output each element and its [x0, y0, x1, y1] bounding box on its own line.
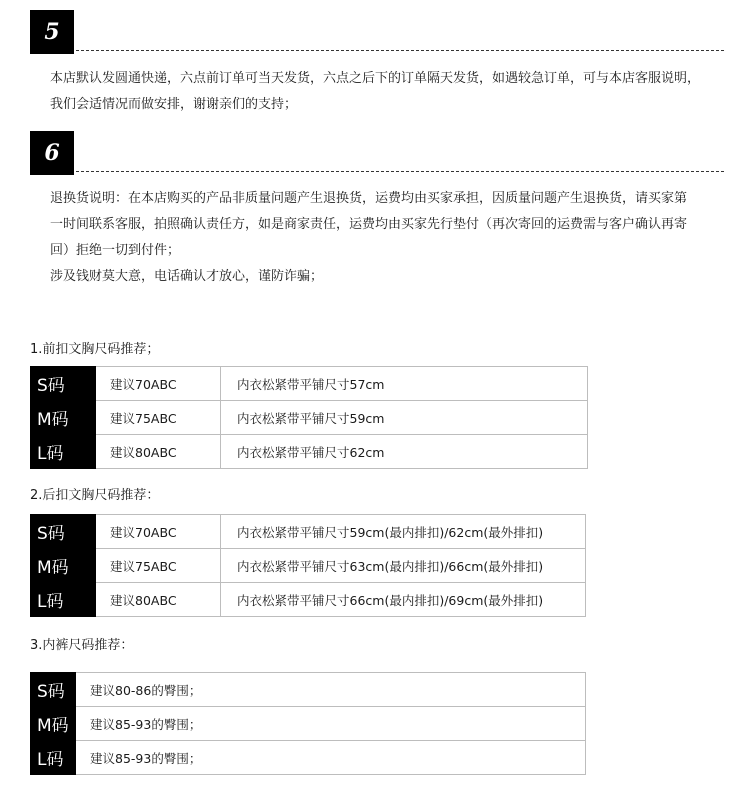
- table-row: [31, 741, 586, 775]
- underwear-size-title: 3.内裤尺码推荐：: [30, 638, 134, 653]
- section-number-badge: 5: [30, 10, 74, 54]
- table-row: [31, 549, 586, 583]
- front-bra-size-table: [30, 366, 588, 469]
- table-row: [31, 515, 586, 549]
- detail-cell: 内衣松紧带平铺尺寸57cm: [221, 367, 588, 401]
- shipping-notice: [50, 66, 730, 118]
- table-row: [31, 401, 588, 435]
- recommend-cell: 建议75ABC: [96, 401, 221, 435]
- detail-cell: 内衣松紧带平铺尺寸59cm: [221, 401, 588, 435]
- size-cell: L码: [31, 435, 96, 469]
- recommend-cell: 建议70ABC: [96, 515, 221, 549]
- back-bra-size-table: [30, 514, 586, 617]
- section-number-badge: 6: [30, 131, 74, 175]
- section-6-header: [30, 131, 724, 175]
- recommend-cell: 建议80ABC: [96, 435, 221, 469]
- return-line-1: 退换货说明：在本店购买的产品非质量问题产生退换货，运费均由买家承担，因质量问题产生退换货，请买家第: [50, 191, 688, 206]
- detail-cell: 内衣松紧带平铺尺寸63cm(最内排扣)/66cm(最外排扣): [221, 549, 586, 583]
- recommend-cell: 建议75ABC: [96, 549, 221, 583]
- section-5-header: [30, 10, 724, 54]
- recommend-cell: 建议85-93的臀围；: [76, 741, 586, 775]
- table-row: [31, 707, 586, 741]
- shipping-line-1: 本店默认发圆通快递，六点前订单可当天发货，六点之后下的订单隔天发货，如遇较急订单，可与本店客服说明，: [50, 71, 701, 86]
- recommend-cell: 建议85-93的臀围；: [76, 707, 586, 741]
- recommend-cell: 建议70ABC: [96, 367, 221, 401]
- return-policy: [50, 186, 730, 290]
- table-row: [31, 435, 588, 469]
- underwear-size-table: [30, 672, 586, 775]
- size-cell: L码: [31, 583, 96, 617]
- size-cell: M码: [31, 707, 76, 741]
- dashed-divider: [76, 50, 724, 51]
- recommend-cell: 建议80-86的臀围；: [76, 673, 586, 707]
- detail-cell: 内衣松紧带平铺尺寸62cm: [221, 435, 588, 469]
- detail-cell: 内衣松紧带平铺尺寸66cm(最内排扣)/69cm(最外排扣): [221, 583, 586, 617]
- back-bra-size-title: 2.后扣文胸尺码推荐：: [30, 488, 160, 503]
- size-cell: S码: [31, 515, 96, 549]
- table-row: [31, 583, 586, 617]
- table-row: [31, 367, 588, 401]
- size-cell: M码: [31, 401, 96, 435]
- size-cell: L码: [31, 741, 76, 775]
- return-line-3: 回）拒绝一切到付件；: [50, 243, 181, 258]
- front-bra-size-title: 1.前扣文胸尺码推荐；: [30, 342, 160, 357]
- size-cell: S码: [31, 673, 76, 707]
- table-row: [31, 673, 586, 707]
- size-cell: M码: [31, 549, 96, 583]
- detail-cell: 内衣松紧带平铺尺寸59cm(最内排扣)/62cm(最外排扣): [221, 515, 586, 549]
- dashed-divider: [76, 171, 724, 172]
- shipping-line-2: 我们会适情况而做安排，谢谢亲们的支持；: [50, 97, 298, 112]
- size-cell: S码: [31, 367, 96, 401]
- return-line-2: 一时间联系客服，拍照确认责任方，如是商家责任，运费均由买家先行垫付（再次寄回的运费需与客户确认再寄: [50, 217, 688, 232]
- fraud-warning: 涉及钱财莫大意，电话确认才放心，谨防诈骗；: [50, 269, 324, 284]
- recommend-cell: 建议80ABC: [96, 583, 221, 617]
